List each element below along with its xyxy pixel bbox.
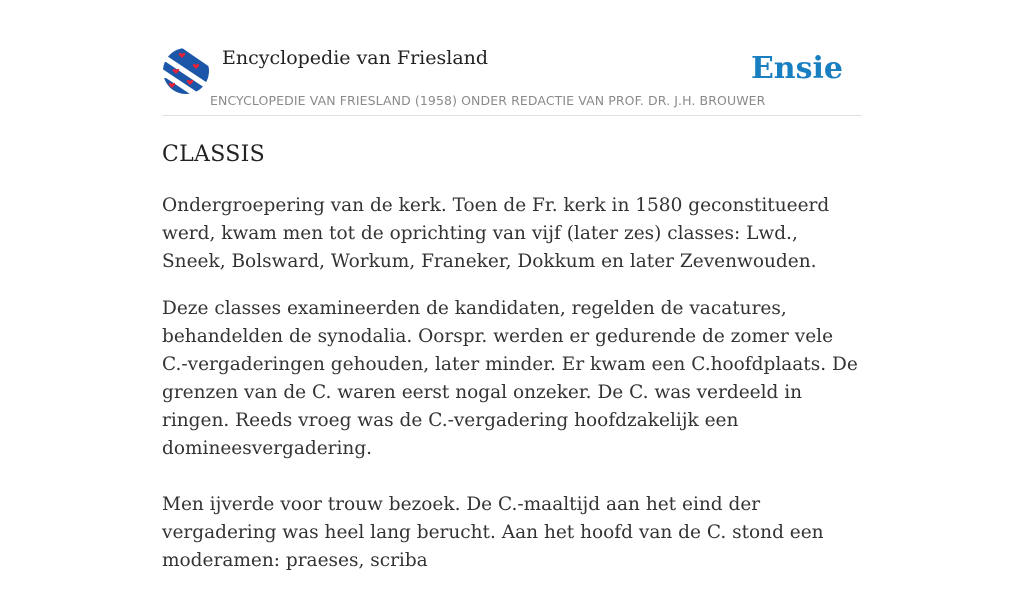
page-title: CLASSIS [162,142,265,167]
ensie-logo[interactable]: Ensie [750,51,843,86]
article-paragraph: Deze classes examineerden de kandidaten, regelden de vacatures, behandelden de synodalia. Oorspr. werden er gedurende de zomer vele C.-vergaderingen gehouden, later minder. Er kwam een C.hoofdplaats. De grenzen van de C. waren eerst nogal onzeker. De C. was verdeeld in ringen. Reeds vroeg was de C.-vergadering hoofdzakelijk een domineesvergadering. [162,298,858,459]
article-body [162,192,862,594]
book-title[interactable]: Encyclopedie van Friesland [222,47,489,69]
article-paragraph: Ondergroepering van de kerk. Toen de Fr. kerk in 1580 geconstitueerd werd, kwam men tot de oprichting van vijf (later zes) classes: Lwd., Sneek, Bolsward, Workum, Franeker, Dokkum en later Zevenwouden. [162,195,830,272]
header-divider [162,115,862,116]
book-subtitle: ENCYCLOPEDIE VAN FRIESLAND (1958) ONDER REDACTIE VAN PROF. DR. J.H. BROUWER [210,93,766,108]
article-paragraph: Men ijverde voor trouw bezoek. De C.-maaltijd aan het eind der vergadering was heel lang berucht. Aan het hoofd van de C. stond een moderamen: praeses, scriba [162,494,824,571]
frisian-flag-icon[interactable] [162,48,210,94]
